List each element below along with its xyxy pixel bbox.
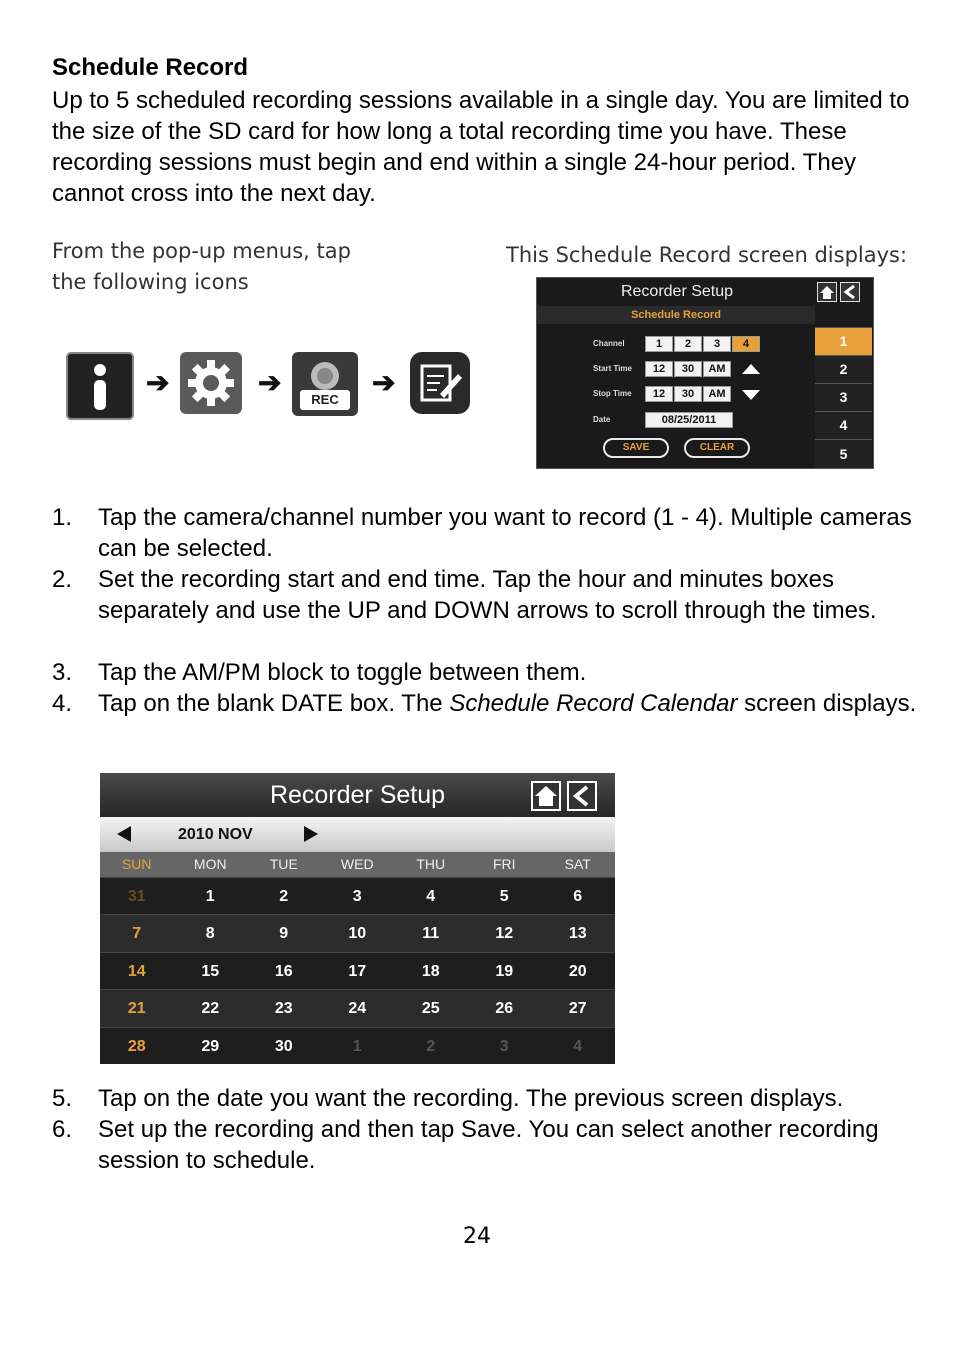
session-4-button[interactable]: 4	[815, 411, 872, 439]
step-text-post: screen displays.	[737, 690, 917, 717]
info-icon	[66, 352, 134, 420]
back-icon[interactable]	[567, 781, 597, 811]
start-time-label: Start Time	[593, 364, 632, 373]
day-of-week-label: TUE	[269, 856, 298, 872]
calendar-day-cell[interactable]: 13	[568, 925, 587, 943]
calendar-day-cell[interactable]: 31	[127, 888, 146, 905]
arrow-right-icon: ➔	[146, 367, 170, 398]
next-month-icon[interactable]	[303, 825, 319, 848]
save-button[interactable]: SAVE	[603, 438, 669, 458]
calendar-day-cell[interactable]: 2	[426, 1037, 436, 1055]
calendar-day-cell[interactable]: 7	[132, 925, 142, 943]
stop-minute-box[interactable]: 30	[674, 386, 702, 402]
step-text-pre: Tap on the blank DATE box. The	[98, 690, 450, 717]
calendar-day-cell[interactable]: 26	[495, 1000, 514, 1018]
calendar-day-cell[interactable]: 27	[568, 1000, 587, 1018]
section-heading: Schedule Record	[52, 54, 249, 81]
calendar-day-cell[interactable]: 2	[279, 888, 289, 905]
session-2-button[interactable]: 2	[815, 355, 872, 383]
list-item	[52, 564, 922, 657]
calendar-day-cell[interactable]: 22	[201, 1000, 220, 1018]
calendar-day-cell[interactable]: 5	[499, 888, 509, 905]
step-number: 5.	[52, 1085, 73, 1112]
day-of-week-label: SAT	[564, 856, 591, 872]
calendar-day-cell[interactable]: 19	[495, 962, 514, 980]
calendar-week-row	[100, 914, 615, 952]
step-number: 2.	[52, 566, 73, 593]
day-of-week-label: THU	[416, 856, 446, 872]
calendar-day-cell[interactable]: 11	[422, 925, 440, 943]
step-number: 1.	[52, 504, 73, 531]
calendar-day-cell[interactable]: 16	[274, 962, 293, 980]
calendar-day-cell[interactable]: 20	[568, 962, 587, 980]
calendar-day-cell[interactable]: 1	[352, 1037, 362, 1055]
screen-subtitle: Schedule Record	[537, 306, 815, 324]
steps-list-a	[52, 502, 922, 752]
calendar-day-cell[interactable]: 30	[274, 1037, 293, 1055]
step-number: 6.	[52, 1116, 73, 1143]
steps-list-b	[52, 1083, 922, 1183]
page-number: 24	[463, 1224, 491, 1249]
step-text: Set the recording start and end time. Tap the hour and minutes boxes separately and use the UP and DOWN arrows to scroll through the times.	[98, 566, 877, 624]
up-arrow-icon[interactable]	[741, 362, 761, 380]
down-arrow-icon[interactable]	[741, 388, 761, 406]
calendar-day-cell[interactable]: 23	[274, 1000, 293, 1018]
calendar-day-cell[interactable]: 3	[352, 888, 362, 905]
session-1-button[interactable]: 1	[815, 327, 872, 355]
stop-ampm-box[interactable]: AM	[703, 386, 731, 402]
prev-month-icon[interactable]	[116, 825, 132, 848]
calendar-title: Recorder Setup	[269, 781, 446, 809]
stop-time-label: Stop Time	[593, 389, 632, 398]
caption-right: This Schedule Record screen displays:	[506, 243, 908, 267]
date-box[interactable]: 08/25/2011	[645, 412, 733, 428]
channel-1-button[interactable]: 1	[645, 336, 673, 352]
arrow-right-icon: ➔	[372, 367, 396, 398]
back-icon[interactable]	[840, 282, 860, 302]
channel-label: Channel	[593, 339, 625, 348]
calendar-week-row	[100, 1027, 615, 1064]
calendar-day-cell[interactable]: 21	[127, 1000, 146, 1018]
channel-3-button[interactable]: 3	[703, 336, 731, 352]
calendar-screen	[100, 773, 615, 1064]
day-of-week-label: MON	[193, 856, 227, 872]
rec-label: REC	[311, 392, 339, 407]
list-item	[52, 502, 922, 564]
step-text: Tap the camera/channel number you want to record (1 - 4). Multiple cameras can be selected.	[98, 504, 912, 562]
calendar-day-cell[interactable]: 17	[348, 962, 367, 980]
calendar-day-cell[interactable]: 8	[205, 925, 215, 943]
date-label: Date	[593, 415, 611, 424]
schedule-record-screen	[536, 277, 874, 469]
calendar-day-cell[interactable]: 25	[421, 1000, 440, 1018]
list-item	[52, 688, 922, 750]
month-label: 2010 NOV	[178, 826, 253, 843]
edit-icon	[410, 352, 470, 414]
screen-name: Schedule Record Calendar	[449, 690, 738, 717]
home-icon[interactable]	[817, 282, 837, 302]
day-of-week-label: SUN	[121, 856, 152, 872]
calendar-day-cell[interactable]: 3	[499, 1037, 509, 1055]
session-3-button[interactable]: 3	[815, 383, 872, 411]
step-text	[98, 688, 918, 719]
calendar-day-cell[interactable]: 28	[127, 1037, 146, 1055]
day-of-week-label: WED	[340, 856, 374, 872]
day-of-week-row	[100, 852, 615, 877]
gear-icon	[180, 352, 242, 414]
calendar-week-row	[100, 989, 615, 1027]
intro-paragraph: Up to 5 scheduled recording sessions available in a single day. You are limited to the size of the SD card for how long a total recording time you have. These recording sessions must begin and end within a single 24-hour period. They cannot cross into the next day.	[52, 87, 910, 207]
calendar-day-cell[interactable]: 14	[127, 962, 146, 980]
clear-button[interactable]: CLEAR	[684, 438, 750, 458]
calendar-day-cell[interactable]: 4	[426, 888, 436, 905]
step-number: 3.	[52, 659, 73, 686]
rec-icon	[292, 352, 358, 416]
session-5-button[interactable]: 5	[815, 439, 872, 468]
calendar-week-row	[100, 877, 615, 915]
list-item	[52, 1114, 922, 1176]
home-icon[interactable]	[531, 781, 561, 811]
start-ampm-box[interactable]: AM	[703, 361, 731, 377]
calendar-day-cell[interactable]: 10	[348, 925, 367, 943]
channel-4-button[interactable]: 4	[732, 336, 760, 352]
stop-hour-box[interactable]: 12	[645, 386, 673, 402]
day-of-week-label: FRI	[492, 856, 516, 872]
calendar-day-cell[interactable]: 18	[421, 962, 440, 980]
start-minute-box[interactable]: 30	[674, 361, 702, 377]
calendar-day-cell[interactable]: 9	[279, 925, 289, 943]
caption-left: From the pop-up menus, tap the following icons	[52, 239, 351, 294]
list-item	[52, 1083, 922, 1114]
calendar-day-cell[interactable]: 4	[573, 1037, 583, 1055]
calendar-day-cell[interactable]: 29	[201, 1037, 220, 1055]
screen-title: Recorder Setup	[620, 283, 734, 300]
list-item	[52, 657, 922, 688]
step-text: Set up the recording and then tap Save. You can select another recording session to schedule.	[98, 1116, 879, 1174]
calendar-day-cell[interactable]: 24	[348, 1000, 367, 1018]
channel-2-button[interactable]: 2	[674, 336, 702, 352]
calendar-week-row	[100, 952, 615, 990]
start-hour-box[interactable]: 12	[645, 361, 673, 377]
step-number: 4.	[52, 690, 73, 717]
calendar-day-cell[interactable]: 15	[201, 962, 220, 980]
arrow-right-icon: ➔	[258, 367, 282, 398]
step-text: Tap on the date you want the recording. The previous screen displays.	[98, 1085, 844, 1112]
step-text: Tap the AM/PM block to toggle between them.	[98, 659, 587, 686]
calendar-day-cell[interactable]: 6	[573, 888, 583, 905]
calendar-day-cell[interactable]: 1	[205, 888, 215, 905]
calendar-day-cell[interactable]: 12	[495, 925, 514, 943]
